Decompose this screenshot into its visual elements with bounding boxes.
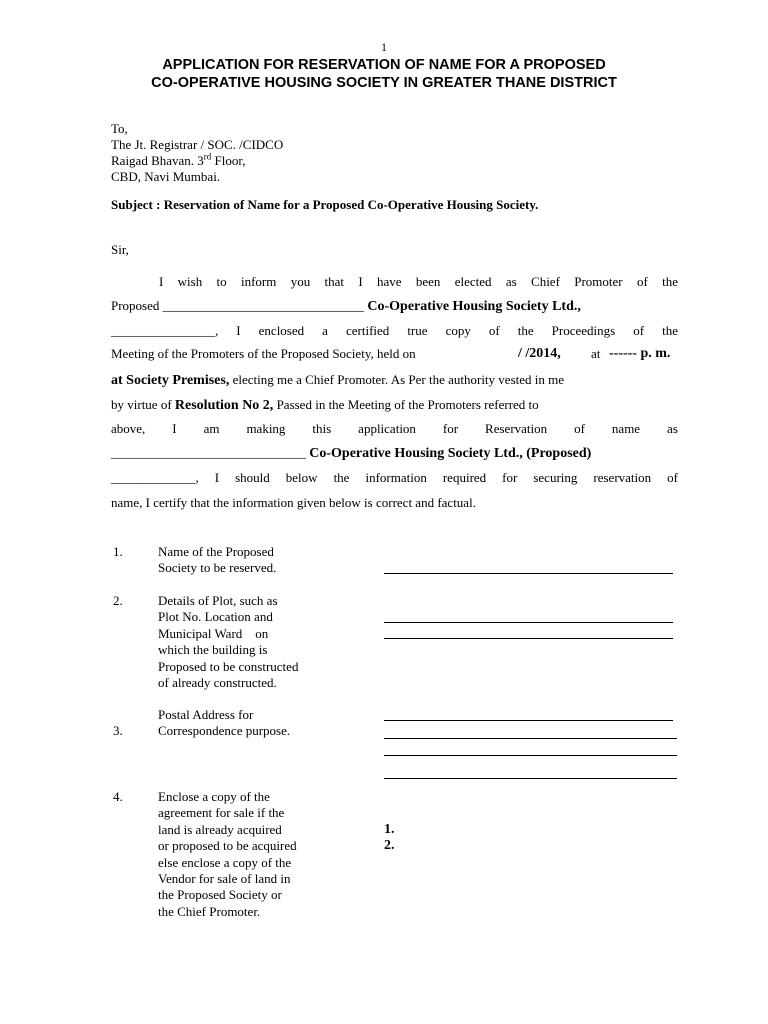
body-line-4-c: at bbox=[591, 346, 601, 361]
subject-line: Subject : Reservation of Name for a Proposed Co-Operative Housing Society. bbox=[111, 197, 539, 212]
item-4-list-2: 2. bbox=[384, 838, 395, 853]
body-line-4-a: Meeting of the Promoters of the Proposed Society, held on bbox=[111, 346, 416, 361]
body-line-7-word: name bbox=[611, 421, 641, 436]
body-line-8-a: ______________________________ bbox=[111, 445, 306, 460]
address-to: To, bbox=[111, 121, 128, 136]
body-line-1: I wish to inform you that I have been elected as Chief Promoter of the bbox=[159, 274, 678, 289]
item-2-line: which the building is bbox=[158, 642, 268, 658]
body-line-5 bbox=[111, 372, 564, 389]
body-line-7-word: application bbox=[358, 421, 416, 436]
title-line-2: CO-OPERATIVE HOUSING SOCIETY IN GREATER THANE DISTRICT bbox=[151, 75, 617, 91]
title-line-1: APPLICATION FOR RESERVATION OF NAME FOR A PROPOSED bbox=[162, 57, 606, 73]
body-line-7-word: Reservation bbox=[485, 421, 548, 436]
body-line-6-a: by virtue of bbox=[111, 397, 172, 412]
item-1-line: Name of the Proposed bbox=[158, 544, 274, 559]
body-line-7-word: am bbox=[203, 421, 220, 436]
item-2-line: Plot No. Location and bbox=[158, 609, 273, 625]
item-3-number: 3. bbox=[113, 723, 123, 738]
body-line-6 bbox=[111, 397, 539, 414]
body-line-8 bbox=[111, 445, 591, 462]
item-2-line: Municipal Ward on bbox=[158, 625, 269, 641]
body-line-4-b: / /2014, bbox=[518, 346, 561, 361]
item-2-line: Proposed to be constructed bbox=[158, 658, 299, 674]
item-3-blank-4[interactable] bbox=[384, 778, 677, 779]
item-4-line: land is already acquired bbox=[158, 821, 282, 837]
item-1-number: 1. bbox=[113, 544, 123, 559]
item-4-line: Vendor for sale of land in bbox=[158, 871, 291, 887]
address-line-2-pre: Raigad Bhavan. 3 bbox=[111, 153, 204, 168]
item-4-line: the Proposed Society or bbox=[158, 887, 282, 903]
body-line-2 bbox=[111, 298, 581, 315]
item-1-blank[interactable] bbox=[384, 573, 673, 574]
body-line-4 bbox=[111, 346, 678, 362]
address-line-2 bbox=[111, 153, 245, 169]
body-line-7-word: making bbox=[246, 421, 286, 436]
item-4-list-1: 1. bbox=[384, 822, 395, 837]
item-3-blank-1[interactable] bbox=[384, 720, 673, 721]
item-2-blank-2[interactable] bbox=[384, 638, 673, 639]
item-4-number: 4. bbox=[113, 789, 123, 804]
body-line-10: name, I certify that the information given below is correct and factual. bbox=[111, 495, 476, 510]
item-4-line: agreement for sale if the bbox=[158, 805, 285, 821]
body-line-7-word: as bbox=[667, 421, 678, 436]
address-line-2-sup: rd bbox=[203, 151, 212, 162]
item-1-line: Society to be reserved. bbox=[158, 560, 277, 576]
item-4-line: else enclose a copy of the bbox=[158, 854, 292, 870]
body-line-4-d: ------ p. m. bbox=[609, 346, 671, 361]
body-line-8-b: Co-Operative Housing Society Ltd., (Proposed) bbox=[309, 446, 592, 461]
body-line-9: _____________, I should below the information required for securing reservation of bbox=[111, 470, 678, 485]
address-line-1: The Jt. Registrar / SOC. /CIDCO bbox=[111, 137, 284, 152]
body-line-2-a: Proposed _______________________________ bbox=[111, 298, 365, 313]
item-3-line-2: Correspondence purpose. bbox=[158, 723, 291, 738]
item-4-line: the Chief Promoter. bbox=[158, 903, 261, 919]
body-line-6-b: Resolution No 2, bbox=[174, 398, 274, 413]
body-line-6-c: Passed in the Meeting of the Promoters referred to bbox=[276, 397, 539, 412]
address-line-2-post: Floor, bbox=[211, 153, 246, 168]
item-1-text bbox=[158, 544, 276, 577]
body-line-5-b: electing me a Chief Promoter. As Per the authority vested in me bbox=[232, 372, 565, 387]
body-line-7-word: for bbox=[442, 421, 459, 436]
item-3-line-1: Postal Address for bbox=[158, 707, 254, 722]
body-line-7 bbox=[111, 421, 678, 437]
item-2-text bbox=[158, 593, 298, 691]
body-line-7-word: I bbox=[172, 421, 177, 436]
address-line-3: CBD, Navi Mumbai. bbox=[111, 169, 221, 184]
body-line-5-a: at Society Premises, bbox=[111, 373, 230, 388]
item-4-text bbox=[158, 789, 297, 920]
item-2-blank-1[interactable] bbox=[384, 622, 673, 623]
item-3-blank-2[interactable] bbox=[384, 738, 677, 739]
body-line-2-b: Co-Operative Housing Society Ltd., bbox=[367, 299, 581, 314]
item-2-line: of already constructed. bbox=[158, 675, 277, 691]
item-4-line: or proposed to be acquired bbox=[158, 838, 297, 854]
item-2-line: Details of Plot, such as bbox=[158, 593, 278, 608]
salutation: Sir, bbox=[111, 242, 129, 257]
item-4-line: Enclose a copy of the bbox=[158, 789, 270, 804]
body-line-7-word: of bbox=[574, 421, 585, 436]
body-line-7-word: this bbox=[312, 421, 332, 436]
item-2-number: 2. bbox=[113, 593, 123, 608]
item-3-blank-3[interactable] bbox=[384, 755, 677, 756]
body-line-3: ________________, I enclosed a certified true copy of the Proceedings of the bbox=[111, 323, 678, 338]
page-number: 1 bbox=[381, 40, 387, 54]
body-line-7-word: above, bbox=[111, 421, 146, 436]
